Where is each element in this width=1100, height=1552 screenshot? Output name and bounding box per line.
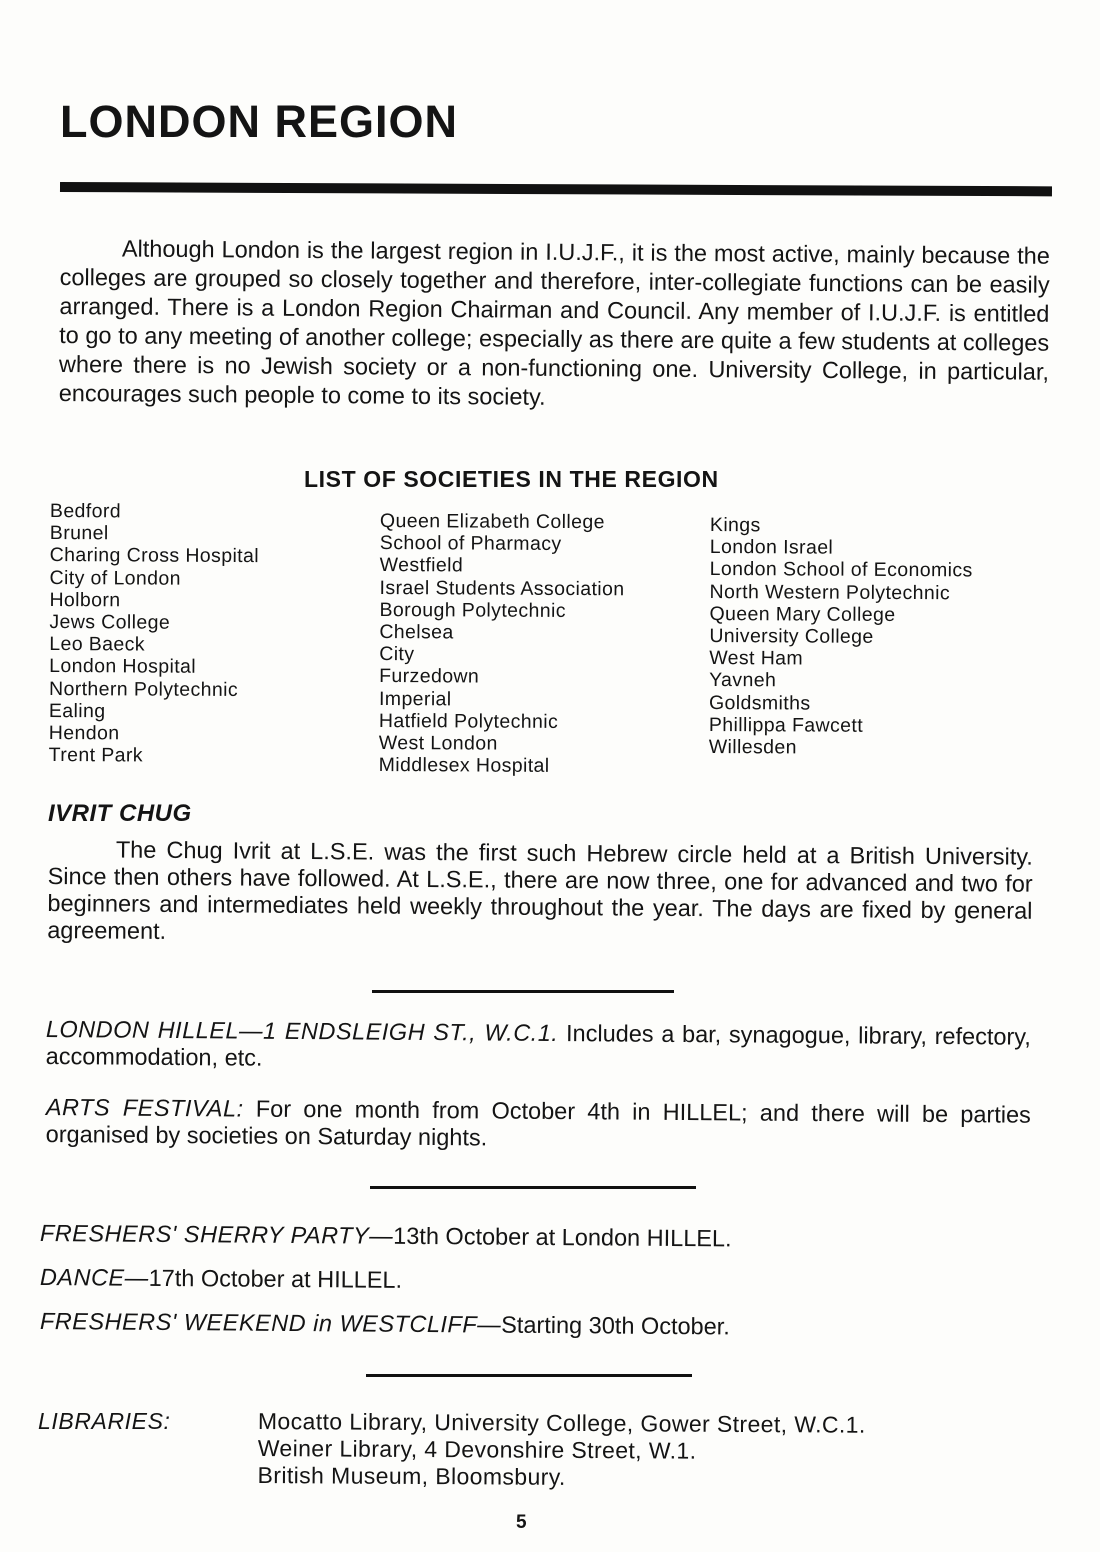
arts-text: For one month from October 4th in HILLEL; and there will be parties organised by societies on Saturday nights. — [45, 1095, 1031, 1151]
society-item: Brunel — [49, 522, 109, 545]
society-item: University College — [709, 625, 874, 648]
society-item: Hendon — [48, 722, 120, 745]
societies-column-1 — [49, 500, 260, 768]
society-item: Furzedown — [379, 665, 480, 688]
event-text: Starting 30th October. — [501, 1311, 730, 1340]
section-divider — [372, 990, 674, 993]
libraries-list — [258, 1408, 866, 1493]
society-item: Bedford — [49, 500, 122, 523]
society-item: North Western Polytechnic — [709, 580, 951, 604]
society-item: Leo Baeck — [49, 633, 146, 656]
society-item: London Hospital — [49, 655, 197, 679]
societies-column-2 — [379, 510, 625, 778]
society-item: Ealing — [48, 699, 106, 723]
society-item: Jews College — [49, 611, 171, 634]
page-title: LONDON REGION — [60, 96, 459, 147]
society-item: City of London — [49, 566, 182, 590]
ivrit-heading: IVRIT CHUG — [48, 800, 192, 827]
society-item: Middlesex Hospital — [378, 754, 550, 778]
event-sherry-party — [40, 1220, 1040, 1255]
society-item: Trent Park — [48, 744, 144, 767]
society-item: London Israel — [709, 536, 834, 559]
society-item: Phillippa Fawcett — [708, 713, 864, 737]
section-divider — [370, 1186, 696, 1189]
society-item: Goldsmiths — [708, 691, 811, 715]
event-text: 13th October at London HILLEL. — [393, 1222, 732, 1252]
society-item: Queen Elizabeth College — [379, 510, 605, 534]
society-item: Queen Mary College — [709, 602, 896, 626]
society-item: Imperial — [378, 687, 452, 711]
society-item: Yavneh — [709, 669, 777, 692]
society-item: West Ham — [709, 647, 804, 670]
society-item: City — [379, 643, 415, 666]
arts-label: ARTS FESTIVAL: — [45, 1094, 244, 1122]
title-divider — [60, 182, 1052, 196]
society-item: Kings — [709, 514, 761, 537]
event-label: FRESHERS' SHERRY PARTY— — [39, 1220, 394, 1249]
libraries-label: LIBRARIES: — [38, 1408, 171, 1434]
intro-paragraph: Although London is the largest region in I.U.J.F., it is the most active, mainly because the colleges are grouped so closely together and therefore, inter-collegiate functions can be easily arranged. There is a London Region Chairman and Council. Any member of I.U.J.F. is entitled to go to any meeting of another college; especially as there are quite a few students at colleges where there is no Jewish society or a non-functioning one. University College, in particular, encourages such people to come to its society. — [58, 235, 1050, 410]
library-item: Weiner Library, 4 Devonshire Street, W.1. — [257, 1434, 697, 1464]
ivrit-paragraph: The Chug Ivrit at L.S.E. was the first such Hebrew circle held at a British University. Since then others have followed. At L.S.E., there are now three, one for advanced and two for beginners and intermediates held weekly throughout the year. The days are fixed by general agreement. — [47, 836, 1033, 944]
event-dance — [40, 1264, 1040, 1299]
arts-paragraph — [46, 1094, 1031, 1156]
society-item: Northern Polytechnic — [48, 677, 239, 701]
society-item: Borough Polytechnic — [379, 598, 567, 622]
event-label: DANCE— — [39, 1264, 149, 1291]
societies-column-3 — [709, 514, 973, 760]
hillel-label: LONDON HILLEL—1 ENDSLEIGH ST., W.C.1. — [45, 1016, 559, 1047]
society-item: Hatfield Polytechnic — [378, 709, 559, 733]
society-item: Chelsea — [379, 621, 454, 644]
societies-heading: LIST OF SOCIETIES IN THE REGION — [304, 466, 719, 492]
society-item: Israel Students Association — [379, 576, 625, 600]
library-item: Mocatto Library, University College, Gower Street, W.C.1. — [257, 1408, 866, 1438]
society-item: West London — [378, 732, 498, 755]
society-item: Willesden — [708, 736, 797, 759]
library-item: British Museum, Bloomsbury. — [257, 1461, 566, 1490]
society-item: School of Pharmacy — [379, 532, 562, 556]
society-item: London School of Economics — [709, 558, 973, 582]
society-item: Charing Cross Hospital — [49, 544, 260, 568]
society-item: Westfield — [379, 554, 464, 577]
page-number: 5 — [516, 1512, 527, 1533]
event-label: FRESHERS' WEEKEND in WESTCLIFF— — [39, 1308, 502, 1338]
section-divider — [366, 1374, 692, 1377]
society-item: Holborn — [49, 588, 121, 612]
event-freshers-weekend — [40, 1308, 1040, 1343]
hillel-text: Includes a bar, synagogue, library, refectory, accommodation, etc. — [45, 1020, 1031, 1071]
event-text: 17th October at HILLEL. — [148, 1264, 403, 1293]
hillel-paragraph — [46, 1016, 1031, 1078]
